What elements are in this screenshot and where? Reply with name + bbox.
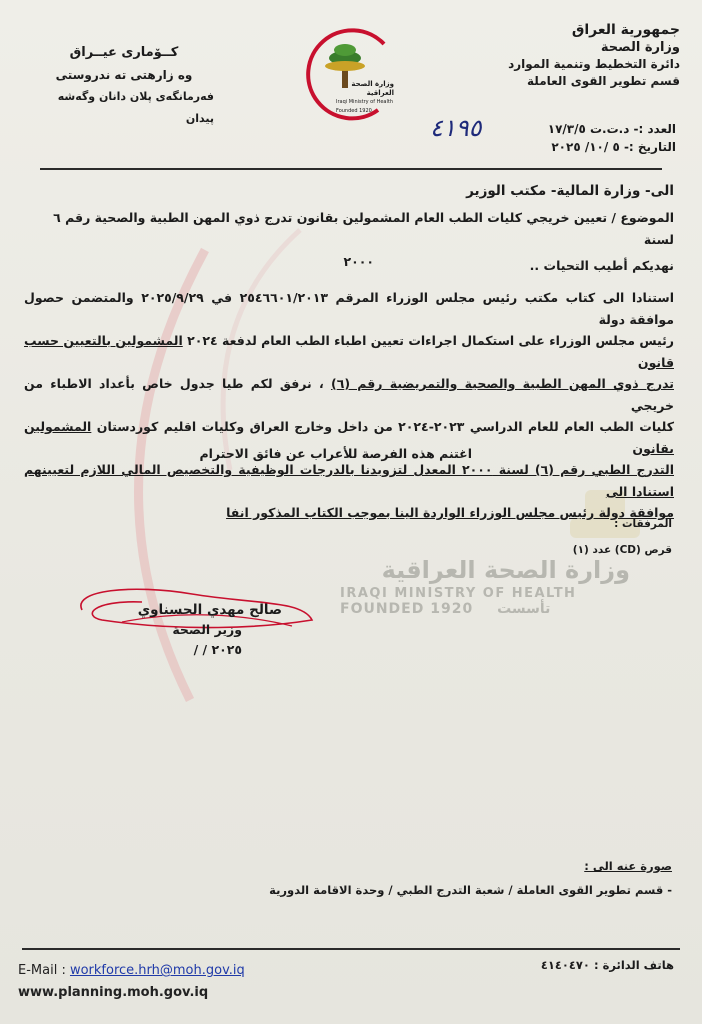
watermark-text <box>340 556 630 617</box>
letter-closing: اغتنم هذه الفرصة للأعراب عن فائق الاحترام <box>199 446 472 461</box>
letter-paragraph <box>24 287 674 524</box>
footer-email-link[interactable]: workforce.hrh@moh.gov.iq <box>69 963 245 978</box>
footer-phone-label: هاتف الدائرة : <box>593 958 674 972</box>
footer-contact <box>18 960 378 1004</box>
header-kurdish-ministry: وه زارهتى ته ندروستى <box>55 68 193 82</box>
footer-email-label: E-Mail <box>18 963 58 978</box>
para-line-3 <box>24 373 674 416</box>
watermark-founded-year: 1920 <box>430 601 474 617</box>
logo-caption-en: Iraqi Ministry of Health <box>336 99 394 105</box>
letter-recipient: الى- وزارة المالية- مكتب الوزير <box>466 183 674 199</box>
para-line-6: موافقة دولة رئيس مجلس الوزراء الواردة الينا بموجب الكتاب المذكور انفا <box>226 505 674 520</box>
header-line-ministry: وزارة الصحة <box>600 40 680 55</box>
watermark-founded-label: FOUNDED <box>340 601 425 617</box>
signature-block <box>92 600 282 660</box>
para-line-3-b: ، نرفق لكم طيا جدول خاص بأعداد الاطباء من خريجي <box>24 376 674 413</box>
watermark-founded <box>340 601 630 617</box>
cc-label: صورة عنه الى : <box>584 859 672 873</box>
handwritten-number: ٤١٩٥ <box>430 114 482 142</box>
reference-date: التاريخ :- ٥ /١٠/ ٢٠٢٥ <box>551 140 676 154</box>
attachments-block <box>472 515 672 559</box>
subject-line-1: الموضوع / تعيين خريجي كليات الطب العام المشمولين بقانون تدرج ذوي المهن الطبية والصحية رقم ٦ لسنة <box>53 210 674 247</box>
header-line-country: جمهورية العراق <box>571 22 680 38</box>
para-line-2-b: المشمولين بالتعيين حسب قانون <box>24 333 674 370</box>
header-line-department: قسم تطوير القوى العاملة <box>527 74 680 88</box>
watermark-founded-ar: تأسست <box>497 601 551 617</box>
signatory-name: صالح مهدي الحسناوي <box>137 602 282 618</box>
header-divider <box>40 168 662 170</box>
para-line-2 <box>24 330 674 373</box>
para-line-4-a: كليات الطب العام للعام الدراسي ٢٠٢٣-٢٠٢٤ من داخل وخارج العراق وكليات اقليم كوردستان <box>96 419 674 434</box>
header-kurdish-directorate: فەرمانگەی پلان دانان وگەشە پیدان <box>57 90 214 125</box>
reference-number: العدد :- د.ت.ت ١٧/٣/٥ <box>547 122 676 136</box>
letter-greeting: نهديكم أطيب التحيات .. <box>529 258 674 273</box>
header-line-directorate: دائرة التخطيط وتنمية الموارد <box>508 57 680 71</box>
footer-phone-number: ٤١٤٠٤٧٠ <box>540 958 590 972</box>
para-line-2-a: رئيس مجلس الوزراء على استكمال اجراءات تعيين اطباء الطب العام لدفعة ٢٠٢٤ <box>187 333 675 348</box>
footer-divider <box>22 948 680 950</box>
para-line-3-a: تدرج ذوي المهن الطبية والصحية والتمريضية رقم (٦) <box>330 376 674 391</box>
ministry-logo <box>296 26 396 126</box>
signatory-title: وزير الصحة <box>172 622 242 637</box>
watermark-arabic: وزارة الصحة العراقية <box>381 556 630 584</box>
logo-founded: Founded 1920 <box>336 108 372 114</box>
cc-block <box>252 854 672 902</box>
para-line-1: استنادا الى كتاب مكتب رئيس مجلس الوزراء المرقم ٢٥٤٦٦٠١/٢٠١٣ في ٢٠٢٥/٩/٢٩ والمتضمن حصول موافقة دولة <box>24 290 674 327</box>
header-arabic <box>470 22 680 90</box>
signature-date: ٢٠٢٥ / / <box>193 642 242 657</box>
header-kurdish <box>34 42 214 130</box>
footer-phone <box>444 958 674 972</box>
cc-item: - قسم تطوير القوى العاملة / شعبة التدرج الطبي / وحدة الاقامة الدورية <box>269 883 672 897</box>
attachments-label: المرفقات : <box>614 518 672 530</box>
para-line-5: التدرج الطبي رقم (٦) لسنة ٢٠٠٠ المعدل لتزويدنا بالدرجات الوظيفية والتخصيص المالي اللازم لتعيينهم استنادا الى <box>24 462 674 499</box>
logo-caption-ar: وزارة الصحة العراقية <box>351 80 394 97</box>
header-kurdish-country: كــۆمارى عيــراق <box>69 45 179 60</box>
subject-line-2: ٢٠٠٠ <box>343 254 374 269</box>
para-line-4-b: المشمولين بقانون <box>24 419 674 456</box>
attachments-item: قرص (CD) عدد (١) <box>572 544 672 556</box>
footer-email-row: E-Mail : workforce.hrh@moh.gov.iq <box>18 963 245 978</box>
watermark-english: IRAQI MINISTRY OF HEALTH <box>340 586 577 601</box>
footer-website[interactable]: www.planning.moh.gov.iq <box>18 985 209 1000</box>
